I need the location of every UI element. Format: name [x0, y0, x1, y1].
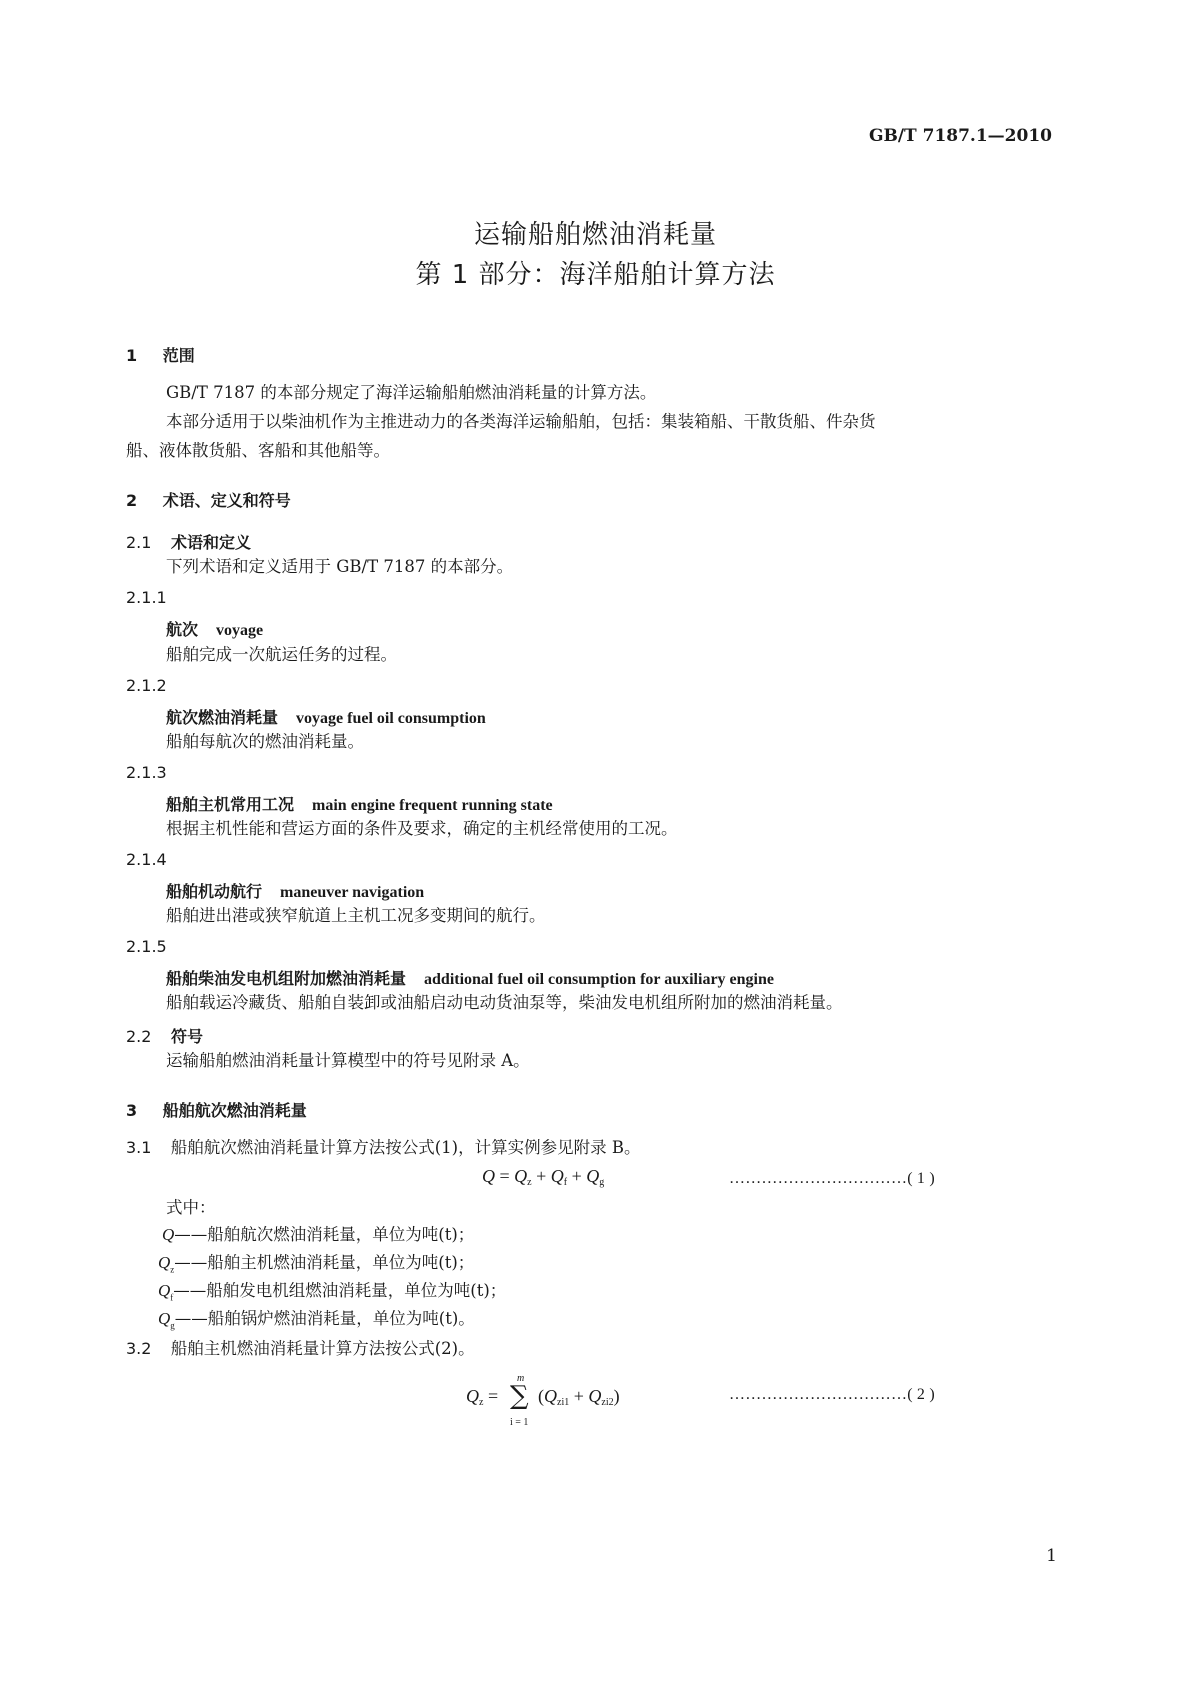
section-3-heading — [126, 1098, 307, 1121]
formula-operator: + — [567, 1166, 587, 1186]
term-number: 2.1.1 — [126, 588, 167, 607]
formula-1-leader — [729, 1170, 935, 1188]
formula-symbol: Q — [514, 1166, 528, 1186]
symbol: Q — [158, 1281, 171, 1300]
term-entry — [166, 879, 424, 902]
formula-operator: = — [495, 1166, 515, 1186]
leader-dots: …………………………… — [729, 1386, 908, 1403]
formula-symbol: Q — [544, 1386, 557, 1406]
term-entry — [166, 705, 486, 728]
section-number: 1 — [126, 346, 138, 365]
dash: —— — [174, 1309, 208, 1328]
symbol-definition — [158, 1310, 475, 1330]
document-title-line1: 运输船舶燃油消耗量 — [473, 220, 717, 250]
page-number: 1 — [1046, 1546, 1057, 1566]
formula-subscript: z — [527, 1177, 532, 1188]
clause-text: 船舶主机燃油消耗量计算方法按公式(2)。 — [170, 1339, 475, 1358]
dash: —— — [174, 1253, 208, 1272]
term-en: main engine frequent running state — [312, 797, 553, 814]
section-title: 术语、定义和符号 — [162, 491, 291, 510]
term-number: 2.1.5 — [126, 937, 167, 956]
formula-symbol: Q — [586, 1166, 600, 1186]
section-1-heading — [126, 343, 195, 366]
formula-subscript: g — [599, 1177, 605, 1188]
term-en: voyage — [216, 622, 264, 639]
sum-lower-limit: i = 1 — [510, 1417, 529, 1428]
standard-code: GB/T 7187.1—2010 — [868, 126, 1052, 146]
term-number: 2.1.2 — [126, 676, 167, 695]
symbol: Q — [158, 1309, 171, 1328]
term-definition: 船舶进出港或狭窄航道上主机工况多变期间的航行。 — [166, 906, 546, 925]
document-title-line2: 第 1 部分：海洋船舶计算方法 — [415, 260, 776, 290]
subsection-2-2-heading — [126, 1024, 203, 1047]
clause-3-1 — [126, 1140, 640, 1157]
clause-3-2 — [126, 1341, 475, 1358]
symbol-text: 船舶航次燃油消耗量，单位为吨(t)； — [207, 1225, 475, 1244]
term-en: maneuver navigation — [280, 884, 425, 901]
symbol-subscript: f — [170, 1292, 174, 1303]
formula-symbol: Q — [550, 1166, 564, 1186]
section-number: 3 — [126, 1101, 138, 1120]
formula-label: ( 1 ) — [907, 1170, 935, 1187]
formula-symbol: Q — [588, 1386, 602, 1406]
paren-open: ( — [538, 1386, 544, 1406]
subsection-title: 符号 — [171, 1027, 204, 1046]
section-title: 船舶航次燃油消耗量 — [162, 1101, 307, 1120]
formula-operator: + — [569, 1386, 589, 1406]
term-definition: 船舶完成一次航运任务的过程。 — [166, 645, 397, 664]
term-definition: 船舶每航次的燃油消耗量。 — [166, 732, 364, 751]
term-number: 2.1.4 — [126, 850, 167, 869]
leader-dots: …………………………… — [729, 1170, 908, 1187]
term-entry — [166, 966, 774, 989]
sum-sign: ∑ — [510, 1381, 529, 1411]
formula-subscript: zi1 — [557, 1397, 570, 1408]
symbol-subscript: z — [170, 1264, 175, 1275]
subsection-number: 2.1 — [126, 533, 152, 552]
term-zh: 船舶主机常用工况 — [166, 795, 295, 814]
section-number: 2 — [126, 491, 138, 510]
dash: —— — [173, 1281, 207, 1300]
clause-number: 3.2 — [126, 1339, 152, 1358]
term-number: 2.1.3 — [126, 763, 167, 782]
paragraph: 运输船舶燃油消耗量计算模型中的符号见附录 A。 — [166, 1051, 530, 1070]
formula-1 — [482, 1166, 604, 1188]
symbol-subscript: g — [170, 1320, 175, 1331]
subsection-title: 术语和定义 — [171, 533, 252, 552]
term-entry — [166, 617, 263, 640]
symbol: Q — [158, 1253, 171, 1272]
term-zh: 航次 — [166, 620, 199, 639]
symbol-definition — [158, 1254, 474, 1274]
symbol: Q — [162, 1225, 175, 1244]
symbol-definition — [162, 1226, 474, 1244]
term-en: voyage fuel oil consumption — [296, 710, 486, 727]
formula-symbol: Q — [482, 1166, 495, 1186]
section-2-heading — [126, 488, 291, 511]
term-zh: 船舶机动航行 — [166, 882, 263, 901]
clause-text: 船舶航次燃油消耗量计算方法按公式(1)，计算实例参见附录 B。 — [170, 1138, 641, 1157]
term-definition: 根据主机性能和营运方面的条件及要求，确定的主机经常使用的工况。 — [166, 819, 678, 838]
symbol-definition — [158, 1282, 506, 1302]
paragraph-continuation: 船、液体散货船、客船和其他船等。 — [126, 441, 390, 460]
symbol-text: 船舶主机燃油消耗量，单位为吨(t)； — [207, 1253, 475, 1272]
formula-operator: = — [483, 1386, 499, 1406]
paren-close: ) — [613, 1386, 620, 1406]
formula-subscript: zi2 — [601, 1397, 614, 1408]
formula-subscript: f — [563, 1177, 568, 1188]
formula-subscript: z — [479, 1397, 484, 1408]
section-title: 范围 — [162, 346, 195, 365]
formula-symbol: Q — [466, 1386, 479, 1406]
subsection-2-1-heading — [126, 530, 251, 553]
term-en: additional fuel oil consumption for auxiliary engine — [424, 971, 774, 988]
formula-2 — [466, 1372, 686, 1442]
paragraph: GB/T 7187 的本部分规定了海洋运输船舶燃油消耗量的计算方法。 — [166, 383, 657, 402]
sum-upper-limit: m — [517, 1373, 525, 1384]
term-entry — [166, 792, 553, 815]
term-zh: 航次燃油消耗量 — [166, 708, 279, 727]
formula-operator: + — [531, 1166, 551, 1186]
formula-2-leader — [729, 1386, 935, 1404]
dash: —— — [174, 1225, 208, 1244]
term-definition: 船舶载运冷藏货、船舶自装卸或油船启动电动货油泵等，柴油发电机组所附加的燃油消耗量。 — [166, 993, 843, 1012]
clause-number: 3.1 — [126, 1138, 152, 1157]
paragraph: 下列术语和定义适用于 GB/T 7187 的本部分。 — [166, 557, 514, 576]
paragraph: 本部分适用于以柴油机作为主推进动力的各类海洋运输船舶，包括：集装箱船、干散货船、件杂货 — [166, 412, 876, 431]
term-zh: 船舶柴油发电机组附加燃油消耗量 — [166, 969, 407, 988]
symbol-text: 船舶锅炉燃油消耗量，单位为吨(t)。 — [207, 1309, 475, 1328]
symbol-text: 船舶发电机组燃油消耗量，单位为吨(t)； — [206, 1281, 507, 1300]
where-label: 式中： — [166, 1198, 216, 1217]
subsection-number: 2.2 — [126, 1027, 152, 1046]
formula-label: ( 2 ) — [907, 1386, 935, 1403]
